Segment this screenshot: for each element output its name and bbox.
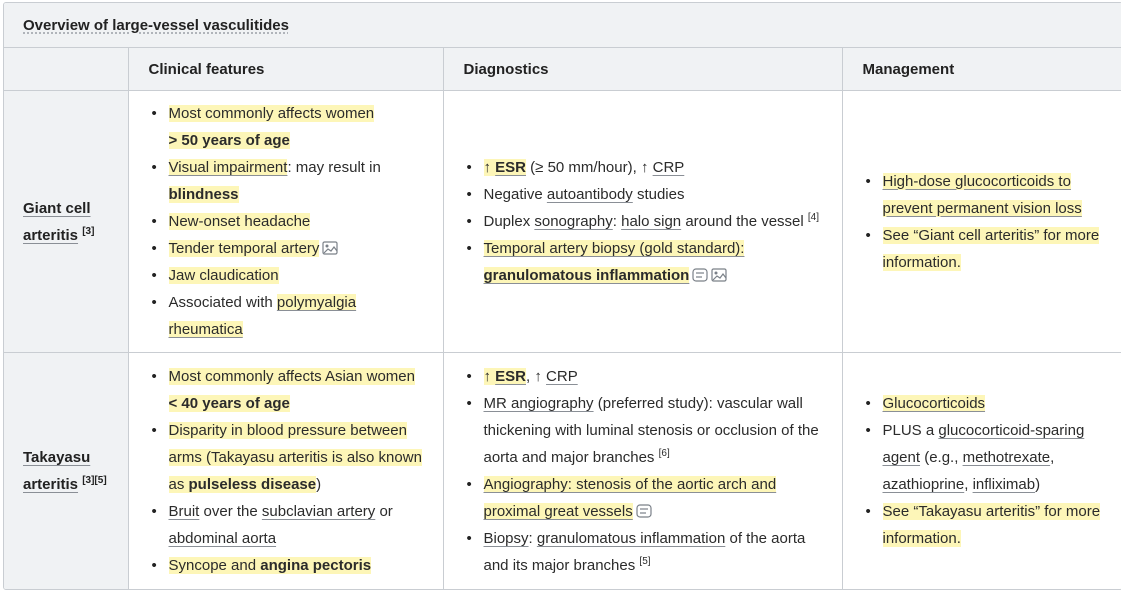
gca-d2b[interactable]: autoantibody (546, 186, 633, 203)
tak-m2d[interactable]: methotrexate (962, 448, 1051, 466)
header-diagnostics: Diagnostics (443, 48, 842, 91)
tak-c3a[interactable]: Bruit (168, 502, 200, 520)
tak-m2g: , (964, 475, 973, 493)
gca-c6a: Associated with (168, 294, 277, 311)
tak-d3[interactable]: Angiography: stenosis of the aortic arch and proximal great vessels (483, 475, 777, 520)
gca-management (842, 91, 1121, 353)
gca-c3[interactable]: New-onset headache (168, 213, 311, 230)
gca-d3c: : (612, 213, 622, 230)
note-icon[interactable] (692, 268, 708, 282)
tak-d1c: , ↑ (526, 367, 547, 385)
image-icon[interactable] (711, 268, 727, 282)
list-item (169, 498, 433, 552)
list-item (883, 168, 1115, 222)
gca-clinical (128, 91, 443, 353)
table-row-gca (4, 91, 1121, 353)
list-item (169, 417, 433, 498)
tak-d4e[interactable]: [5] (639, 555, 651, 567)
gca-d4b[interactable]: granulomatous inflammation (483, 267, 690, 284)
list-item (484, 208, 832, 235)
tak-d4a[interactable]: Biopsy (483, 529, 529, 547)
tak-m2f[interactable]: azathioprine (882, 475, 965, 493)
image-icon[interactable] (322, 241, 338, 255)
tak-m2h[interactable]: infliximab (972, 475, 1036, 493)
list-item (484, 525, 832, 579)
gca-d3a: Duplex (483, 213, 535, 230)
list-item (169, 154, 433, 208)
tak-c1b[interactable]: < 40 years of age (168, 394, 290, 412)
gca-d4a[interactable]: Temporal artery biopsy (gold standard): (483, 240, 745, 257)
header-row (4, 48, 1121, 91)
gca-d2a: Negative (483, 186, 547, 203)
tak-d4d: of the aorta and its major branches (483, 529, 806, 574)
list-item (169, 552, 433, 579)
list-item (484, 181, 832, 208)
gca-ref[interactable]: [3] (82, 225, 95, 237)
tak-d1b[interactable]: ESR (495, 367, 527, 385)
caption-link[interactable]: Overview of large-vessel vasculitides (23, 16, 289, 34)
list-item (883, 498, 1115, 552)
tak-m1[interactable]: Glucocorticoids (882, 394, 986, 412)
tak-c3d: or (375, 502, 393, 520)
list-item (169, 289, 433, 343)
tak-c4b: and (226, 556, 261, 574)
tak-d2b: (preferred study): vascular wall thickening with luminal stenosis or occlusion of the aorta and major branches (483, 394, 819, 466)
gca-m1[interactable]: High-dose glucocorticoids to prevent permanent vision loss (882, 172, 1082, 217)
gca-d3d[interactable]: halo sign (621, 213, 682, 230)
list-item (484, 363, 832, 390)
header-blank (4, 48, 128, 91)
gca-d3b[interactable]: sonography (534, 213, 613, 230)
list-item (169, 100, 433, 154)
takayasu-ref[interactable]: [3][5] (82, 474, 107, 486)
tak-d2a[interactable]: MR angiography (483, 394, 594, 412)
note-icon[interactable] (636, 504, 652, 518)
gca-c2a[interactable]: Visual impairment (168, 159, 288, 176)
gca-c4[interactable]: Tender temporal artery (168, 240, 320, 257)
gca-d1d[interactable]: CRP (652, 159, 685, 176)
list-item (484, 390, 832, 471)
tak-c1a[interactable]: Most commonly affects Asian women (168, 367, 415, 385)
header-management: Management (842, 48, 1121, 91)
tak-m2c: (e.g., (920, 448, 963, 466)
tak-c2a[interactable]: Disparity in blood pressure between arms (Takayasu arteritis is also known as (168, 421, 422, 493)
tak-c4c[interactable]: angina pectoris (260, 556, 372, 574)
table-row-takayasu (4, 353, 1121, 589)
takayasu-clinical (128, 353, 443, 589)
gca-d2c: studies (632, 186, 685, 203)
tak-m3[interactable]: See “Takayasu arteritis” for more information. (882, 502, 1101, 547)
vasculitides-table-container (3, 2, 1121, 590)
gca-link[interactable]: Giant cell arteritis (23, 199, 91, 244)
gca-c2b: : may result in (287, 159, 381, 176)
gca-c1b[interactable]: > 50 years of age (168, 132, 290, 149)
list-item (484, 235, 832, 289)
list-item (169, 363, 433, 417)
gca-m2[interactable]: See “Giant cell arteritis” for more information. (882, 226, 1100, 271)
list-item (484, 154, 832, 181)
tak-m2i: ) (1035, 475, 1041, 493)
gca-c2c[interactable]: blindness (168, 186, 239, 203)
gca-d1c: (≥ 50 mm/hour), ↑ (526, 159, 653, 176)
tak-m2e: , (1050, 448, 1055, 466)
takayasu-diagnostics (443, 353, 842, 589)
list-item (883, 390, 1115, 417)
list-item (169, 262, 433, 289)
vasculitides-table (4, 48, 1121, 589)
tak-c4a[interactable]: Syncope (168, 556, 227, 574)
row-head-gca (4, 91, 128, 353)
tak-m2b[interactable]: glucocorticoid-sparing agent (882, 421, 1085, 466)
tak-d1d[interactable]: CRP (546, 367, 578, 385)
tak-d1a: ↑ (483, 367, 496, 385)
tak-d4c[interactable]: granulomatous inflammation (536, 529, 726, 547)
tak-m2a: PLUS a (882, 421, 939, 439)
gca-diagnostics (443, 91, 842, 353)
table-caption (4, 3, 1121, 48)
list-item (169, 208, 433, 235)
row-head-takayasu (4, 353, 128, 589)
tak-d2c[interactable]: [6] (658, 447, 670, 459)
gca-d1a: ↑ (483, 159, 496, 176)
list-item (883, 417, 1115, 498)
gca-d3f[interactable]: [4] (807, 212, 820, 223)
tak-c2c: ) (316, 475, 322, 493)
takayasu-link[interactable]: Takayasu arteritis (23, 448, 91, 493)
gca-d1b[interactable]: ESR (495, 159, 527, 176)
takayasu-management (842, 353, 1121, 589)
gca-d3e: around the vessel (681, 213, 808, 230)
list-item (169, 235, 433, 262)
tak-d4b: : (528, 529, 537, 547)
list-item (484, 471, 832, 525)
gca-c5[interactable]: Jaw claudication (168, 267, 279, 284)
tak-c3b: over the (199, 502, 262, 520)
tak-c3c[interactable]: subclavian artery (261, 502, 376, 520)
gca-c6b[interactable]: polymyalgia rheumatica (168, 294, 357, 338)
gca-c1a[interactable]: Most commonly affects women (168, 105, 375, 122)
tak-c3e[interactable]: abdominal aorta (168, 529, 277, 547)
header-clinical: Clinical features (128, 48, 443, 91)
list-item (883, 222, 1115, 276)
tak-c2b[interactable]: pulseless disease (188, 475, 317, 493)
